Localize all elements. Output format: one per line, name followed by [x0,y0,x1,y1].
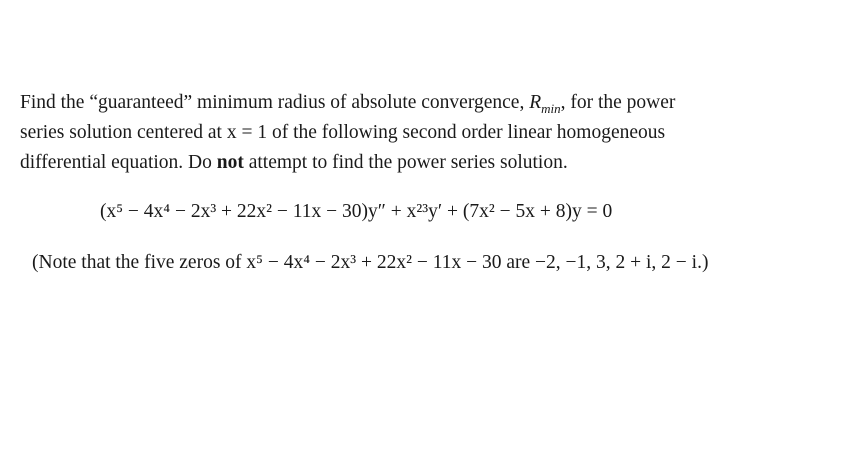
problem-line-3 [20,148,840,178]
differential-equation: (x⁵ − 4x⁴ − 2x³ + 22x² − 11x − 30)y″ + x²³y′ + (7x² − 5x + 8)y = 0 [100,201,613,222]
note-zeros: (Note that the five zeros of x⁵ − 4x⁴ − 2x³ + 22x² − 11x − 30 are −2, −1, 3, 2 + i, 2 − i.) [32,252,709,273]
problem-text-1b: , for the power [560,92,676,113]
problem-line-2: series solution centered at x = 1 of the following second order linear homogeneous [20,122,666,143]
problem-text-1a: Find the “guaranteed” minimum radius of absolute convergence, [20,92,530,113]
problem-statement [20,88,840,178]
problem-text-3b: attempt to find the power series solution. [243,152,568,173]
rmin-symbol: R [529,92,542,113]
rmin-subscript: min [541,101,561,116]
problem-line-1 [20,88,840,118]
problem-text-3a: differential equation. Do [20,152,217,173]
emphasis-not: not [216,152,244,173]
